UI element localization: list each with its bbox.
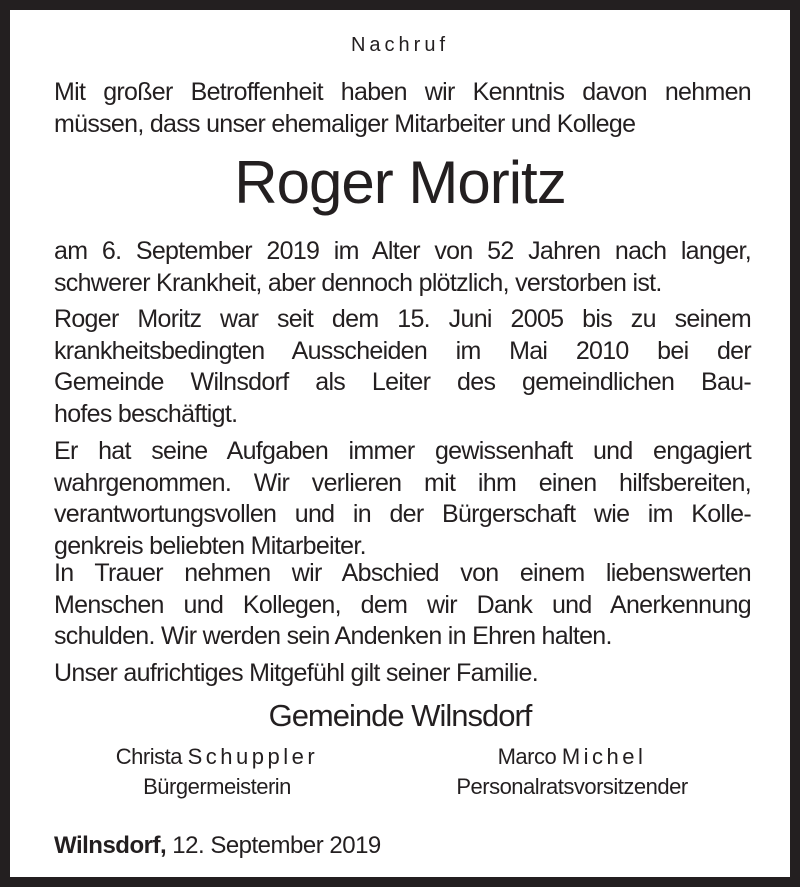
paragraph-line: Gemeinde Wilnsdorf als Leiter des gemeindlichen Bau-	[54, 368, 751, 396]
notice-heading: Nachruf	[350, 34, 450, 56]
signatory-first-name: Christa	[115, 744, 182, 769]
signatory-name	[67, 746, 367, 768]
paragraph-line: Unser aufrichtiges Mitgefühl gilt seiner Familie.	[54, 659, 538, 687]
paragraph-line: Menschen und Kollegen, dem wir Dank und Anerkennung	[54, 591, 751, 619]
place: Wilnsdorf,	[54, 832, 167, 859]
paragraph-line: verantwortungsvollen und in der Bürgerschaft wie im Kolle-	[54, 500, 751, 528]
date: 12. September 2019	[172, 832, 381, 859]
paragraph-line: Er hat seine Aufgaben immer gewissenhaft und engagiert	[54, 437, 751, 465]
paragraph-line: hofes beschäftigt.	[54, 400, 238, 428]
paragraph-line: schulden. Wir werden sein Andenken in Ehren halten.	[54, 622, 612, 650]
deceased-name: Roger Moritz	[234, 149, 566, 216]
signatory-first-name: Marco	[497, 744, 557, 769]
obituary-notice	[10, 10, 790, 877]
intro-line: Mit großer Betroffenheit haben wir Kenntnis davon nehmen	[54, 78, 751, 106]
paragraph-line: krankheitsbedingten Ausscheiden im Mai 2010 bei der	[54, 337, 751, 365]
signatory-last-name: Michel	[561, 744, 647, 769]
intro-line: müssen, dass unser ehemaliger Mitarbeiter und Kollege	[54, 110, 636, 138]
paragraph-line: schwerer Krankheit, aber dennoch plötzlich, verstorben ist.	[54, 269, 662, 297]
signatory-name	[422, 746, 722, 768]
organization-name: Gemeinde Wilnsdorf	[268, 698, 532, 733]
paragraph-line: In Trauer nehmen wir Abschied von einem liebenswerten	[54, 559, 751, 587]
place-date-line	[54, 834, 381, 858]
signatory-title: Bürgermeisterin	[143, 774, 291, 799]
paragraph-line: wahrgenommen. Wir verlieren mit ihm einen hilfsbereiten,	[54, 469, 751, 497]
signatory-title: Personalratsvorsitzender	[456, 774, 688, 799]
paragraph-line: genkreis beliebten Mitarbeiter.	[54, 532, 366, 560]
signatory-last-name: Schuppler	[187, 744, 319, 769]
paragraph-line: Roger Moritz war seit dem 15. Juni 2005 bis zu seinem	[54, 305, 751, 333]
paragraph-line: am 6. September 2019 im Alter von 52 Jahren nach langer,	[54, 237, 751, 265]
